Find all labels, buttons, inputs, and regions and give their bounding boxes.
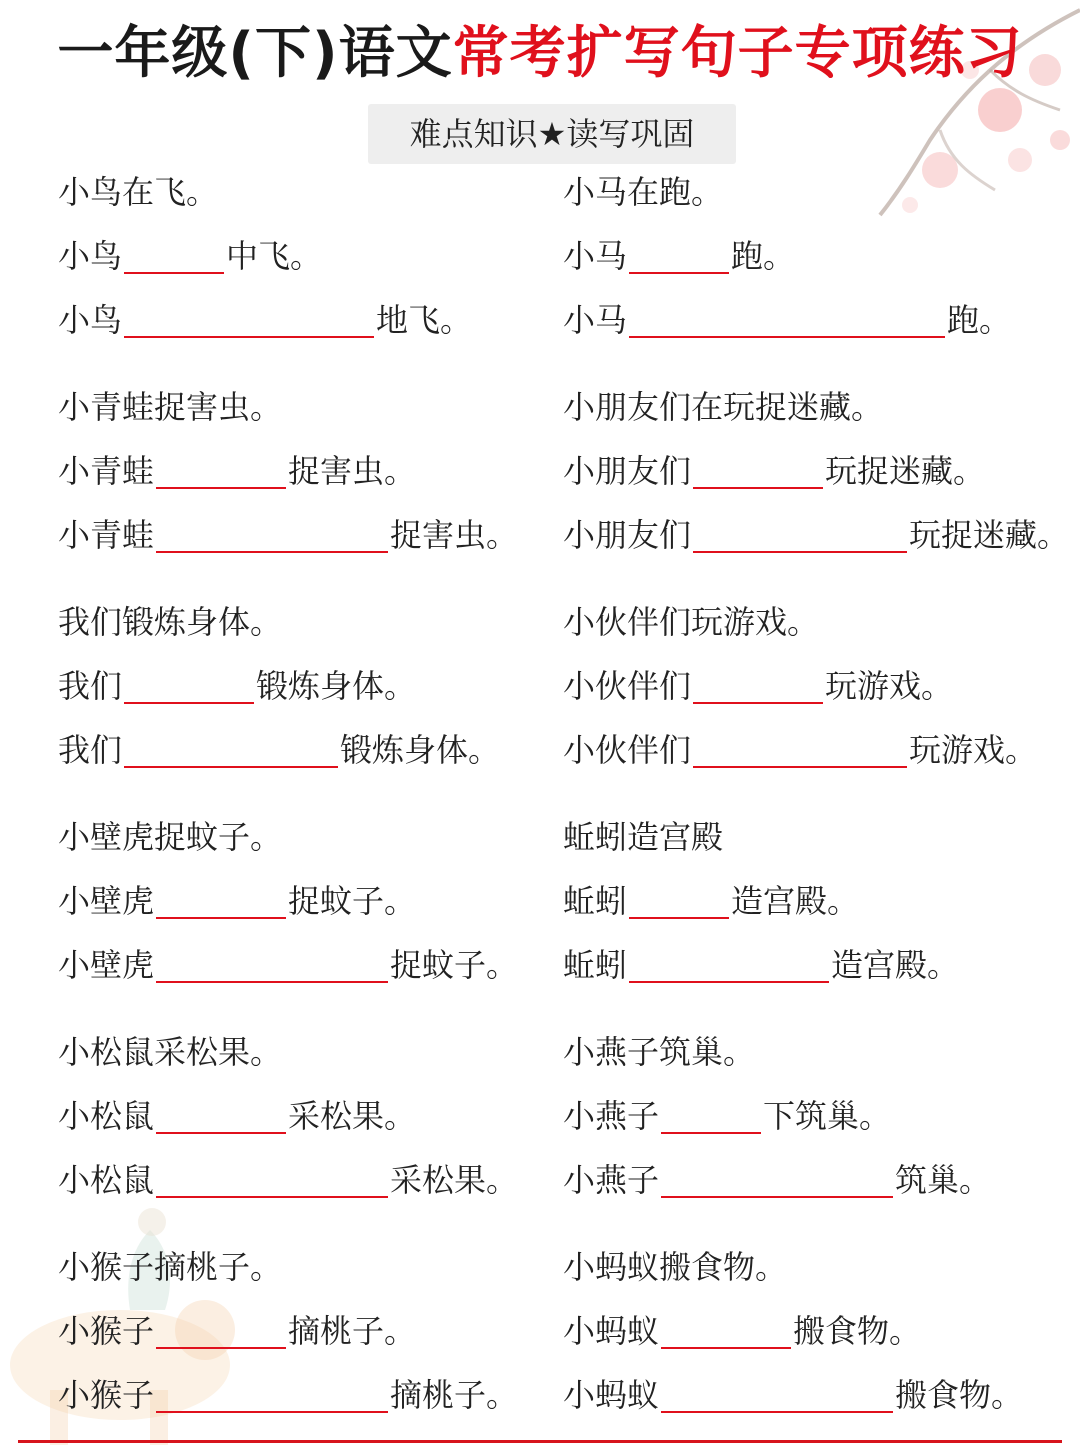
sentence-suffix: 捉害虫。: [288, 452, 417, 490]
sentence-suffix: 造宫殿。: [731, 882, 860, 920]
fill-blank[interactable]: [661, 1164, 893, 1198]
sentence-suffix: 玩捉迷藏。: [909, 516, 1070, 554]
sentence-prefix: 小猴子: [58, 1376, 155, 1414]
sentence-suffix: 摘桃子。: [390, 1376, 519, 1414]
sentence-prefix: 小燕子: [563, 1097, 660, 1135]
sentence-text: 小蚂蚁搬食物。: [563, 1248, 788, 1286]
fill-blank[interactable]: [629, 240, 729, 274]
sentence-suffix: 搬食物。: [793, 1312, 922, 1350]
original-sentence: [563, 600, 819, 644]
sentence-suffix: 造宫殿。: [831, 946, 960, 984]
sentence-prefix: 小朋友们: [563, 452, 692, 490]
fill-blank[interactable]: [661, 1315, 791, 1349]
sentence-prefix: 我们: [58, 667, 123, 705]
expand-line-short: [58, 1309, 416, 1353]
fill-blank[interactable]: [629, 885, 729, 919]
fill-blank[interactable]: [629, 949, 829, 983]
title-part-red: 常考扩写句子专项练习: [452, 21, 1023, 86]
sentence-prefix: 小伙伴们: [563, 731, 692, 769]
fill-blank[interactable]: [661, 1100, 761, 1134]
sentence-text: 小青蛙捉害虫。: [58, 388, 283, 426]
sentence-text: 蚯蚓造宫殿: [563, 818, 724, 856]
page-title: [0, 22, 1080, 86]
sentence-suffix: 中飞。: [226, 237, 323, 275]
fill-blank[interactable]: [124, 304, 374, 338]
sentence-prefix: 蚯蚓: [563, 882, 628, 920]
original-sentence: [563, 1245, 787, 1289]
sentence-prefix: 小朋友们: [563, 516, 692, 554]
sentence-prefix: 小松鼠: [58, 1097, 155, 1135]
sentence-prefix: 小松鼠: [58, 1161, 155, 1199]
expand-line-long: [563, 513, 1069, 557]
sentence-suffix: 跑。: [731, 237, 796, 275]
sentence-suffix: 捉蚊子。: [288, 882, 417, 920]
sentence-prefix: 小蚂蚁: [563, 1376, 660, 1414]
fill-blank[interactable]: [156, 949, 388, 983]
sentence-prefix: 小青蛙: [58, 452, 155, 490]
sentence-suffix: 锻炼身体。: [340, 731, 501, 769]
sentence-text: 小松鼠采松果。: [58, 1033, 283, 1071]
sentence-prefix: 小马: [563, 301, 628, 339]
sentence-prefix: 小鸟: [58, 301, 123, 339]
expand-line-long: [58, 1373, 518, 1417]
sentence-prefix: 我们: [58, 731, 123, 769]
sentence-text: 小燕子筑巢。: [563, 1033, 756, 1071]
expand-line-short: [563, 664, 953, 708]
sentence-text: 小鸟在飞。: [58, 173, 219, 211]
expand-line-short: [563, 449, 985, 493]
expand-line-long: [58, 298, 472, 342]
fill-blank[interactable]: [156, 1164, 388, 1198]
original-sentence: [58, 815, 282, 859]
sentence-prefix: 小蚂蚁: [563, 1312, 660, 1350]
bottom-rule: [18, 1440, 1062, 1443]
expand-line-long: [563, 728, 1037, 772]
fill-blank[interactable]: [124, 240, 224, 274]
fill-blank[interactable]: [693, 734, 907, 768]
original-sentence: [563, 1030, 755, 1074]
expand-line-long: [58, 943, 518, 987]
original-sentence: [563, 170, 723, 214]
expand-line-short: [58, 664, 416, 708]
sentence-text: 小伙伴们玩游戏。: [563, 603, 820, 641]
fill-blank[interactable]: [693, 670, 823, 704]
fill-blank[interactable]: [156, 885, 286, 919]
sentence-suffix: 摘桃子。: [288, 1312, 417, 1350]
sentence-suffix: 采松果。: [390, 1161, 519, 1199]
sentence-suffix: 捉蚊子。: [390, 946, 519, 984]
sentence-suffix: 地飞。: [376, 301, 473, 339]
expand-line-short: [58, 449, 416, 493]
fill-blank[interactable]: [156, 1379, 388, 1413]
expand-line-long: [563, 1373, 1023, 1417]
expand-line-short: [563, 234, 795, 278]
expand-line-long: [58, 1158, 518, 1202]
original-sentence: [58, 170, 218, 214]
sentence-text: 小壁虎捉蚊子。: [58, 818, 283, 856]
original-sentence: [563, 815, 723, 859]
sentence-prefix: 小鸟: [58, 237, 123, 275]
original-sentence: [58, 600, 282, 644]
expand-line-short: [563, 1309, 921, 1353]
fill-blank[interactable]: [124, 734, 338, 768]
fill-blank[interactable]: [124, 670, 254, 704]
sentence-suffix: 玩游戏。: [825, 667, 954, 705]
fill-blank[interactable]: [156, 1315, 286, 1349]
fill-blank[interactable]: [629, 304, 945, 338]
fill-blank[interactable]: [156, 1100, 286, 1134]
sentence-prefix: 小猴子: [58, 1312, 155, 1350]
sentence-suffix: 搬食物。: [895, 1376, 1024, 1414]
sentence-suffix: 下筑巢。: [763, 1097, 892, 1135]
sentence-prefix: 蚯蚓: [563, 946, 628, 984]
fill-blank[interactable]: [693, 519, 907, 553]
fill-blank[interactable]: [156, 455, 286, 489]
sentence-suffix: 捉害虫。: [390, 516, 519, 554]
sentence-suffix: 玩捉迷藏。: [825, 452, 986, 490]
expand-line-long: [563, 943, 959, 987]
sentence-prefix: 小壁虎: [58, 946, 155, 984]
expand-line-long: [563, 298, 1011, 342]
title-part-black: 一年级(下)语文: [57, 21, 453, 86]
expand-line-short: [563, 1094, 891, 1138]
sentence-prefix: 小壁虎: [58, 882, 155, 920]
sentence-text: 小朋友们在玩捉迷藏。: [563, 388, 884, 426]
subtitle-banner: 难点知识★读写巩固: [368, 104, 736, 164]
sentence-suffix: 跑。: [947, 301, 1012, 339]
expand-line-short: [58, 1094, 416, 1138]
original-sentence: [58, 385, 282, 429]
sentence-text: 小猴子摘桃子。: [58, 1248, 283, 1286]
sentence-prefix: 小伙伴们: [563, 667, 692, 705]
fill-blank[interactable]: [693, 455, 823, 489]
sentence-prefix: 小燕子: [563, 1161, 660, 1199]
original-sentence: [563, 385, 883, 429]
expand-line-long: [58, 513, 518, 557]
sentence-suffix: 玩游戏。: [909, 731, 1038, 769]
original-sentence: [58, 1030, 282, 1074]
expand-line-short: [58, 234, 322, 278]
sentence-text: 小马在跑。: [563, 173, 724, 211]
sentence-text: 我们锻炼身体。: [58, 603, 283, 641]
sentence-suffix: 筑巢。: [895, 1161, 992, 1199]
expand-line-long: [563, 1158, 991, 1202]
sentence-suffix: 锻炼身体。: [256, 667, 417, 705]
sentence-prefix: 小马: [563, 237, 628, 275]
fill-blank[interactable]: [156, 519, 388, 553]
sentence-prefix: 小青蛙: [58, 516, 155, 554]
expand-line-short: [58, 879, 416, 923]
fill-blank[interactable]: [661, 1379, 893, 1413]
sentence-suffix: 采松果。: [288, 1097, 417, 1135]
expand-line-short: [563, 879, 859, 923]
original-sentence: [58, 1245, 282, 1289]
expand-line-long: [58, 728, 500, 772]
